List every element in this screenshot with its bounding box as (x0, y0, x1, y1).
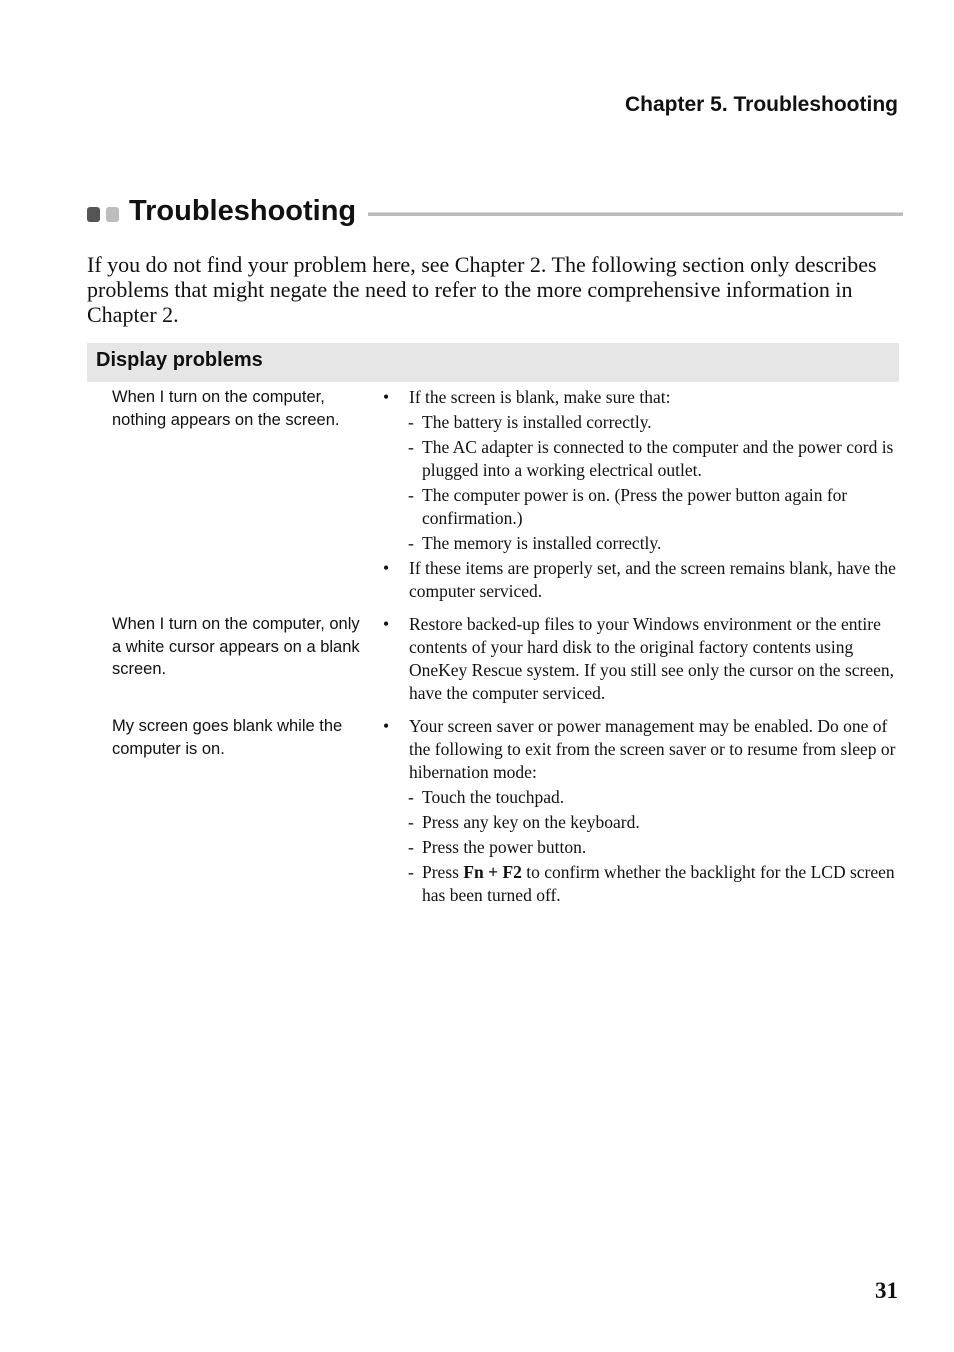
solution-sub-item (383, 786, 903, 809)
intro-paragraph: If you do not find your problem here, see Chapter 2. The following section only describes problems that might negate the need to refer to the more comprehensive information in Chapter 2. (87, 252, 877, 327)
page-number: 31 (875, 1278, 898, 1303)
solution-bullet (383, 557, 903, 603)
sub-item-prefix: Press (422, 862, 464, 882)
sub-item-text: Touch the touchpad. (422, 787, 565, 807)
bullet-text: Restore backed-up files to your Windows environment or the entire contents of your hard disk to the original factory contents using OneKey Rescue system. If you still see only the cursor on the screen, have the computer serviced. (409, 614, 895, 703)
sub-item-suffix: to confirm whether the backlight for the LCD screen has been turned off. (422, 862, 895, 905)
solution-sub-item (383, 436, 903, 482)
dash-mark: - (408, 437, 414, 457)
problem-text: My screen goes blank while the computer is on. (112, 717, 343, 758)
dash-mark: - (408, 412, 414, 432)
bullet-mark: • (383, 387, 390, 407)
solution-sub-item (383, 861, 903, 907)
solution-sub-item (383, 411, 903, 434)
solution-bullet (383, 613, 903, 705)
light-square-icon (106, 207, 119, 222)
bullet-mark: • (383, 558, 390, 578)
problem-text: When I turn on the computer, nothing appears on the screen. (112, 388, 340, 429)
dash-mark: - (408, 837, 414, 857)
chapter-header: Chapter 5. Troubleshooting (624, 93, 898, 116)
dash-mark: - (408, 862, 414, 882)
bullet-text: Your screen saver or power management may be enabled. Do one of the following to exit from the screen saver or to resume from sleep or hibernation mode: (409, 716, 896, 782)
dark-square-icon (87, 207, 100, 222)
problem-text: When I turn on the computer, only a white cursor appears on a blank screen. (112, 615, 360, 678)
solution-sub-item (383, 836, 903, 859)
sub-item-text: Press the power button. (422, 837, 587, 857)
bullet-text: If the screen is blank, make sure that: (409, 387, 671, 407)
solution-block (383, 386, 903, 603)
key-combo: Fn + F2 (463, 862, 522, 882)
dash-mark: - (408, 485, 414, 505)
section-title-row (87, 195, 903, 235)
sub-item-text: Press any key on the keyboard. (422, 812, 640, 832)
solution-block (383, 613, 903, 705)
dash-mark: - (408, 533, 414, 553)
bullet-mark: • (383, 716, 390, 736)
dash-mark: - (408, 812, 414, 832)
sub-item-text: The memory is installed correctly. (422, 533, 662, 553)
subsection-title: Display problems (96, 349, 263, 371)
solution-sub-item (383, 484, 903, 530)
dash-mark: - (408, 787, 414, 807)
sub-item-text: The battery is installed correctly. (422, 412, 652, 432)
subsection-bar (87, 343, 899, 382)
solution-sub-item (383, 532, 903, 555)
section-title: Troubleshooting (129, 195, 357, 227)
title-rule (368, 212, 903, 216)
bullet-text: If these items are properly set, and the screen remains blank, have the computer serviced. (409, 558, 896, 601)
sub-item-text: The AC adapter is connected to the computer and the power cord is plugged into a working electrical outlet. (422, 437, 894, 480)
sub-item-text: The computer power is on. (Press the power button again for confirmation.) (422, 485, 848, 528)
solution-sub-item (383, 811, 903, 834)
bullet-mark: • (383, 614, 390, 634)
solution-bullet (383, 715, 903, 784)
solution-bullet (383, 386, 903, 409)
solution-block (383, 715, 903, 907)
